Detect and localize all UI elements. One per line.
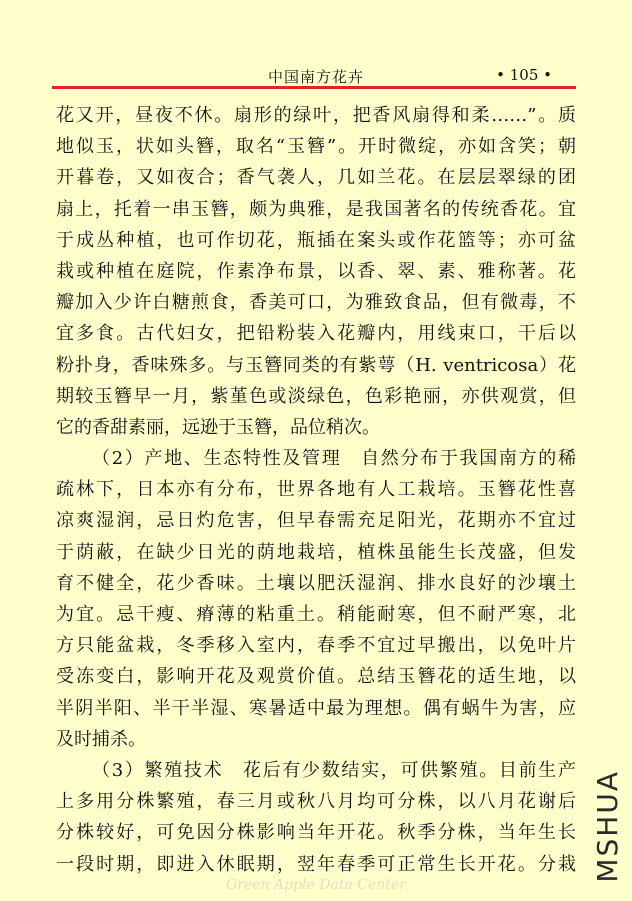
- text-line: 为宜。忌干瘦、瘠薄的粘重土。稍能耐寒，但不耐严寒，北: [56, 604, 576, 625]
- text-line: 上多用分株繁殖，春三月或秋八月均可分株，以八月花谢后: [56, 791, 576, 813]
- body-text: [56, 100, 576, 880]
- page-number: • 105 •: [496, 66, 552, 84]
- text-line: 及时捕杀。: [56, 728, 146, 750]
- header-title: 中国南方花卉: [267, 68, 364, 86]
- text-line: 它的香甜素丽，远逊于玉簪，品位稍次。: [56, 416, 380, 438]
- text-line: 期较玉簪早一月，紫堇色或淡绿色，色彩艳丽，亦供观赏，但: [56, 385, 576, 407]
- text-line: 粉扑身，香味殊多。与玉簪同类的有紫萼（H. ventricosa）花: [56, 354, 576, 376]
- text-line: 地似玉，状如头簪，取名“玉簪”。开时微绽，亦如含笑；朝: [56, 136, 576, 158]
- text-line: 于荫蔽，在缺少日光的荫地栽培，植株虽能生长茂盛，但发: [56, 541, 576, 563]
- text-line: 受冻变白，影响开花及观赏价值。总结玉簪花的适生地，以: [56, 666, 576, 688]
- text-line: 半阴半阳、半干半湿、寒暑适中最为理想。偶有蜗牛为害，应: [56, 697, 576, 719]
- header-rule: [52, 86, 576, 89]
- side-watermark: MSHUA: [591, 770, 624, 883]
- text-line: 栽或种植在庭院，作素净布景，以香、翠、素、雅称著。花: [56, 260, 576, 282]
- text-line: 一段时期，即进入休眠期，翌年春季可正常生长开花。分栽: [56, 853, 576, 875]
- text-line: 扇上，托着一串玉簪，颇为典雅，是我国著名的传统香花。宜: [56, 198, 576, 220]
- text-line: 育不健全，花少香味。土壤以肥沃湿润、排水良好的沙壤土: [56, 572, 576, 594]
- footer-watermark: Green Apple Data Center: [226, 877, 406, 893]
- text-line: 开暮卷，又如夜合；香气袭人，几如兰花。在层层翠绿的团: [56, 167, 576, 189]
- text-line: 花又开，昼夜不休。扇形的绿叶，把香风扇得和柔……”。质: [56, 105, 576, 126]
- text-line: （2）产地、生态特性及管理 自然分布于我国南方的稀: [92, 448, 576, 470]
- text-line: 于成丛种植，也可作切花，瓶插在案头或作花篮等；亦可盆: [56, 229, 576, 251]
- text-line: 方只能盆栽，冬季移入室内，春季不宜过早搬出，以免叶片: [56, 635, 576, 657]
- text-line: （3）繁殖技术 花后有少数结实，可供繁殖。目前生产: [92, 759, 576, 781]
- text-line: 瓣加入少许白糖煎食，香美可口，为雅致食品，但有微毒，不: [56, 292, 576, 314]
- text-line: 凉爽湿润，忌日灼危害，但早春需充足阳光，花期亦不宜过: [56, 510, 576, 532]
- text-line: 宜多食。古代妇女，把铅粉装入花瓣内，用线束口，干后以: [56, 323, 576, 345]
- text-line: 疏林下，日本亦有分布，世界各地有人工栽培。玉簪花性喜: [56, 479, 576, 501]
- text-line: 分株较好，可免因分株影响当年开花。秋季分株，当年生长: [56, 822, 576, 844]
